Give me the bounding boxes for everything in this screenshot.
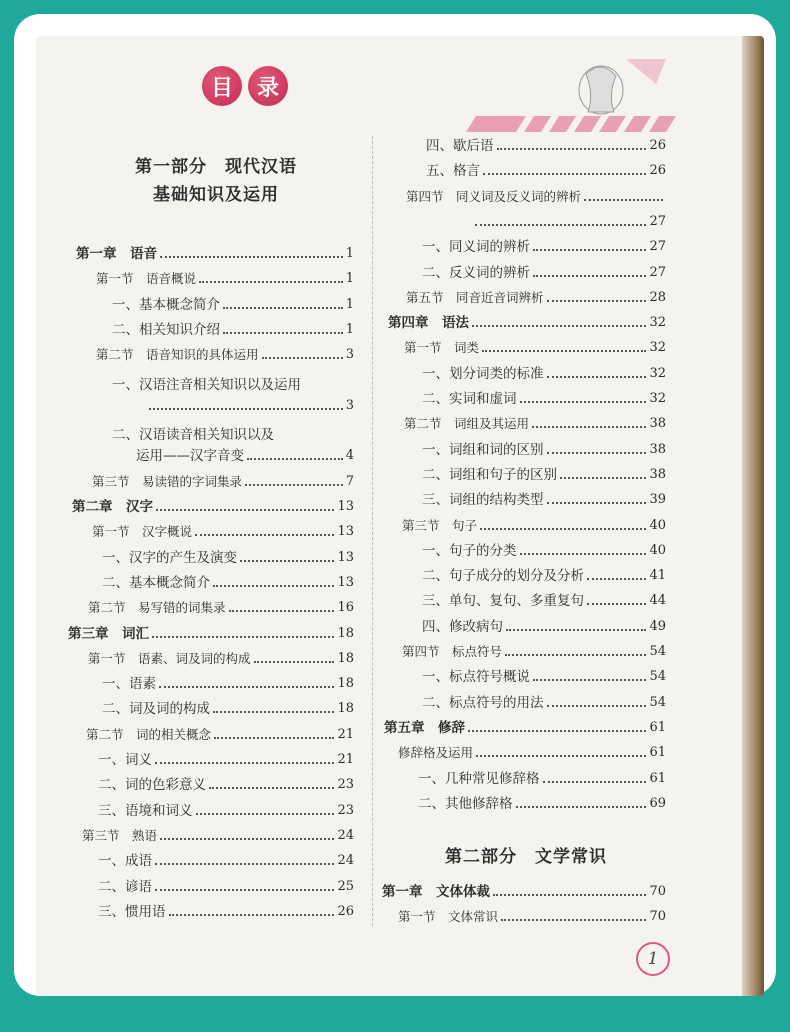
toc-entry-label: 二、其他修辞格 [418,795,513,812]
dot-leader [214,737,334,739]
toc-entry-label: 第三章 词汇 [68,625,149,642]
toc-entry-page: 4 [345,448,354,464]
dot-leader [547,452,647,454]
toc-entry-label: 第一章 文体体裁 [382,884,490,900]
right-toc-entry[interactable] [422,366,666,382]
right-toc-entry[interactable] [422,265,666,281]
left-toc-entry[interactable] [136,448,354,464]
toc-entry-label: 四、歇后语 [426,138,494,154]
toc-entry-label: 二、词组和句子的区别 [422,466,557,483]
toc-entry-page: 18 [337,676,354,692]
dot-leader [160,256,343,258]
toc-entry-page: 23 [337,802,354,818]
toc-entry-page: 21 [337,752,354,767]
toc-entry-label: 五、格言 [426,163,480,180]
dot-leader [209,787,334,789]
toc-entry-label: 第一节 汉字概说 [92,524,193,540]
toc-entry-page: 1 [345,271,354,287]
dot-leader [543,781,647,783]
toc-entry-page: 44 [649,593,666,609]
toc-entry-label: 二、相关知识介绍 [112,321,220,338]
right-toc-entry[interactable] [422,669,666,685]
right-toc-entry[interactable] [422,568,666,584]
dot-leader [160,838,334,840]
right-toc-entry[interactable] [418,796,666,812]
dot-leader [505,654,646,656]
dot-leader [533,275,646,277]
toc-entry-label: 二、实词和虚词 [422,391,517,407]
dot-leader [547,376,647,378]
toc-entry-label: 运用——汉字音变 [136,448,244,465]
right-toc-entry[interactable] [402,644,666,660]
left-toc-entry[interactable] [68,626,354,642]
right-toc-entry[interactable] [426,163,666,179]
toc-entry-page: 27 [649,213,666,229]
toc-entry-page: 49 [649,618,666,634]
dot-leader [169,914,335,916]
toc-entry-label: 一、句子的分类 [422,542,517,559]
dot-leader [229,610,335,612]
left-toc-entry[interactable] [146,398,354,414]
toc-title-char-2: 录 [248,66,288,106]
left-toc-entry[interactable] [72,499,354,515]
dot-leader [472,325,646,327]
toc-entry-page: 18 [337,701,354,717]
left-entry-label: 二、汉语读音相关知识以及 [112,427,274,444]
dot-leader [520,553,647,555]
dot-leader [213,585,334,587]
left-toc-entry[interactable] [82,828,354,844]
toc-entry-page: 38 [649,466,666,482]
toc-entry-page: 26 [649,138,666,153]
toc-entry-page: 69 [649,795,666,811]
dot-leader [195,534,334,536]
dot-leader [245,484,343,486]
toc-entry-page: 7 [345,473,354,489]
dot-leader [520,401,647,403]
toc-entry-label: 第四章 语法 [388,315,469,332]
left-toc-entry[interactable] [112,297,354,313]
right-toc-entry[interactable] [398,745,666,761]
left-toc-entry[interactable] [98,777,354,793]
toc-entry-label: 修辞格及运用 [398,745,474,761]
dot-leader [262,357,343,359]
dot-leader [493,894,646,896]
toc-entry-page: 13 [337,574,354,590]
dot-leader [213,711,334,713]
toc-entry-label: 第五节 同音近音词辨析 [406,289,544,305]
dot-leader [483,173,646,175]
left-entry-label: 一、汉语注音相关知识以及运用 [112,376,301,393]
toc-entry-page: 38 [649,441,666,457]
toc-entry-label: 第二章 汉字 [72,499,153,515]
toc-entry-label: 一、成语 [98,853,152,870]
toc-entry-label: 第一节 词类 [404,340,480,356]
toc-entry-page: 18 [337,650,354,666]
toc-entry-label: 三、惯用语 [98,903,166,920]
column-divider [372,136,373,926]
dot-leader [533,249,646,251]
dot-leader [560,477,646,479]
toc-entry-page: 27 [649,264,666,280]
dot-leader [240,560,334,562]
toc-entry-label: 三、单句、复句、多重复句 [422,593,584,610]
toc-entry-page: 1 [345,296,354,312]
toc-entry-page: 41 [649,568,666,584]
toc-entry-label: 一、汉字的产生及演变 [102,549,237,566]
toc-entry-label: 二、谚语 [98,878,152,895]
dot-leader [468,730,646,732]
left-toc-entry[interactable] [98,853,354,869]
left-toc-entry[interactable] [76,246,354,262]
dot-leader [482,350,646,352]
dot-leader [223,307,343,309]
toc-entry-label: 第一节 语音概说 [96,271,197,287]
toc-entry-label: 三、语境和词义 [98,802,193,819]
dot-leader [223,332,343,334]
dot-leader [587,578,646,580]
dot-leader [247,458,343,460]
left-toc-entry[interactable] [102,550,354,566]
toc-entry-page: 24 [337,853,354,869]
right-toc-entry[interactable] [472,214,666,230]
dot-leader [516,806,647,808]
toc-entry-label: 第二节 语音知识的具体运用 [96,347,259,363]
right-toc-entry[interactable] [404,340,666,356]
toc-entry-page: 54 [649,644,666,659]
toc-entry-label: 二、词及词的构成 [102,701,210,718]
dot-leader [532,426,646,428]
toc-entry-label: 第五章 修辞 [384,719,465,736]
toc-entry-label: 三、词组的结构类型 [422,492,544,509]
toc-entry-page: 70 [649,909,666,925]
dot-leader [506,629,646,631]
toc-entry-page: 40 [649,542,666,558]
toc-entry-page: 32 [649,315,666,331]
toc-entry-label: 第二节 词组及其运用 [404,416,530,432]
dot-leader [254,661,335,663]
left-toc-entry[interactable] [102,701,354,717]
right-toc-entry[interactable] [406,189,666,205]
part2-title: 第二部分 文学常识 [445,847,607,867]
toc-entry-page: 1 [345,321,354,337]
toc-entry-page: 18 [337,625,354,641]
left-toc-entry[interactable] [98,904,354,920]
dot-leader [547,300,647,302]
left-toc-entry[interactable] [98,879,354,895]
toc-entry-label: 一、词义 [98,752,152,768]
toc-entry-page: 32 [649,340,666,356]
dot-leader [480,528,646,530]
left-toc-entry[interactable] [102,575,354,591]
left-toc-entry[interactable] [96,271,354,287]
toc-entry-label: 第一节 语素、词及词的构成 [88,650,251,666]
left-toc-entry[interactable] [88,651,354,667]
toc-entry-page: 24 [337,827,354,843]
right-toc-entry[interactable] [406,290,666,306]
header-decoration-icon [376,54,676,132]
dot-leader [196,813,335,815]
toc-entry-page: 26 [649,163,666,179]
left-toc-entry[interactable] [102,676,354,692]
toc-entry-label: 四、修改病句 [422,618,503,635]
toc-entry-label: 二、反义词的辨析 [422,264,530,281]
toc-entry-page: 1 [345,246,354,261]
toc-entry-label: 一、标点符号概说 [422,669,530,686]
left-toc-entry[interactable] [88,600,354,616]
left-toc-entry[interactable] [98,752,354,768]
dot-leader [155,863,334,865]
right-toc-entry[interactable] [422,492,666,508]
toc-entry-label: 一、同义词的辨析 [422,239,530,256]
toc-entry-page: 61 [649,719,666,735]
toc-title-char-1: 目 [202,66,242,106]
right-toc-entry[interactable] [422,593,666,609]
toc-entry-page: 32 [649,365,666,381]
toc-entry-label: 二、基本概念简介 [102,574,210,591]
part1-title-line1: 第一部分 现代汉语 [135,157,297,177]
dot-leader [584,199,663,201]
toc-entry-label: 二、词的色彩意义 [98,777,206,794]
toc-entry-label: 第三节 熟语 [82,827,158,843]
toc-entry-page: 3 [345,397,354,413]
left-toc-entry[interactable] [92,474,354,490]
book-page [36,36,764,996]
toc-entry-page: 26 [337,903,354,919]
dot-leader [155,762,334,764]
dot-leader [199,281,343,283]
right-toc-entry[interactable] [422,467,666,483]
right-toc-entry[interactable] [402,518,666,534]
right-toc-entry[interactable] [422,543,666,559]
toc-entry-page: 25 [337,878,354,894]
toc-entry-page: 70 [649,884,666,899]
toc-entry-label: 二、标点符号的用法 [422,694,544,711]
dot-leader [497,148,647,150]
right-toc-entry[interactable] [422,239,666,255]
right-part2-toc-entry[interactable] [398,909,666,925]
toc-entry-label: 第一节 文体常识 [398,909,499,925]
left-toc-entry[interactable] [96,347,354,363]
dot-leader [155,889,334,891]
right-toc-entry[interactable] [422,695,666,711]
toc-entry-label: 第二节 词的相关概念 [86,726,212,742]
right-part2-toc-entry[interactable] [382,884,666,900]
toc-entry-label: 第四节 标点符号 [402,644,503,659]
dot-leader [156,509,334,511]
toc-entry-page: 32 [649,391,666,406]
toc-entry-page: 54 [649,669,666,685]
toc-entry-page: 16 [337,600,354,616]
toc-entry-label: 一、几种常见修辞格 [418,770,540,787]
toc-entry-page: 28 [649,289,666,305]
toc-entry-label: 一、语素 [102,676,156,693]
right-toc-entry[interactable] [388,315,666,331]
toc-entry-label: 第三节 句子 [402,517,478,533]
toc-entry-label: 一、词组和词的区别 [422,441,544,458]
page-number: 1 [636,942,670,976]
dot-leader [149,408,343,410]
toc-entry-page: 13 [337,524,354,540]
toc-entry-label: 第三节 易读错的字词集录 [92,473,243,489]
right-toc-entry[interactable] [422,391,666,407]
toc-entry-page: 27 [649,239,666,255]
dot-leader [475,224,646,226]
right-toc-entry[interactable] [418,771,666,787]
right-toc-entry[interactable] [422,442,666,458]
toc-entry-page: 13 [337,499,354,514]
left-toc-entry[interactable] [98,803,354,819]
dot-leader [152,636,334,638]
toc-entry-label: 二、句子成分的划分及分析 [422,568,584,585]
left-toc-entry[interactable] [86,727,354,743]
dot-leader [547,705,647,707]
book-spine [742,36,764,996]
toc-entry-page: 39 [649,492,666,508]
dot-leader [501,919,646,921]
outer-frame [14,14,776,996]
toc-entry-page: 3 [345,347,354,363]
toc-entry-page: 61 [649,745,666,761]
toc-title [201,66,289,106]
toc-entry-label: 第一章 语音 [76,246,157,262]
toc-entry-label: 第四节 同义词及反义词的辨析 [406,188,582,204]
toc-entry-label: 一、基本概念简介 [112,296,220,313]
toc-entry-page: 61 [649,770,666,786]
right-toc-entry[interactable] [384,720,666,736]
right-toc-entry[interactable] [426,138,666,154]
toc-entry-page: 13 [337,549,354,565]
dot-leader [533,679,646,681]
toc-entry-page: 54 [649,694,666,710]
left-toc-entry[interactable] [92,524,354,540]
part1-title-line2: 基础知识及运用 [153,185,279,205]
left-toc-entry[interactable] [112,322,354,338]
right-toc-entry[interactable] [404,416,666,432]
dot-leader [547,502,647,504]
dot-leader [159,686,334,688]
toc-entry-label: 一、划分词类的标准 [422,365,544,382]
toc-entry-page: 23 [337,777,354,793]
dot-leader [476,755,646,757]
toc-entry-page: 21 [337,726,354,742]
toc-entry-page: 38 [649,416,666,432]
toc-entry-label: 第二节 易写错的词集录 [88,600,226,616]
right-toc-entry[interactable] [422,619,666,635]
dot-leader [587,603,646,605]
toc-entry-page: 40 [649,517,666,533]
